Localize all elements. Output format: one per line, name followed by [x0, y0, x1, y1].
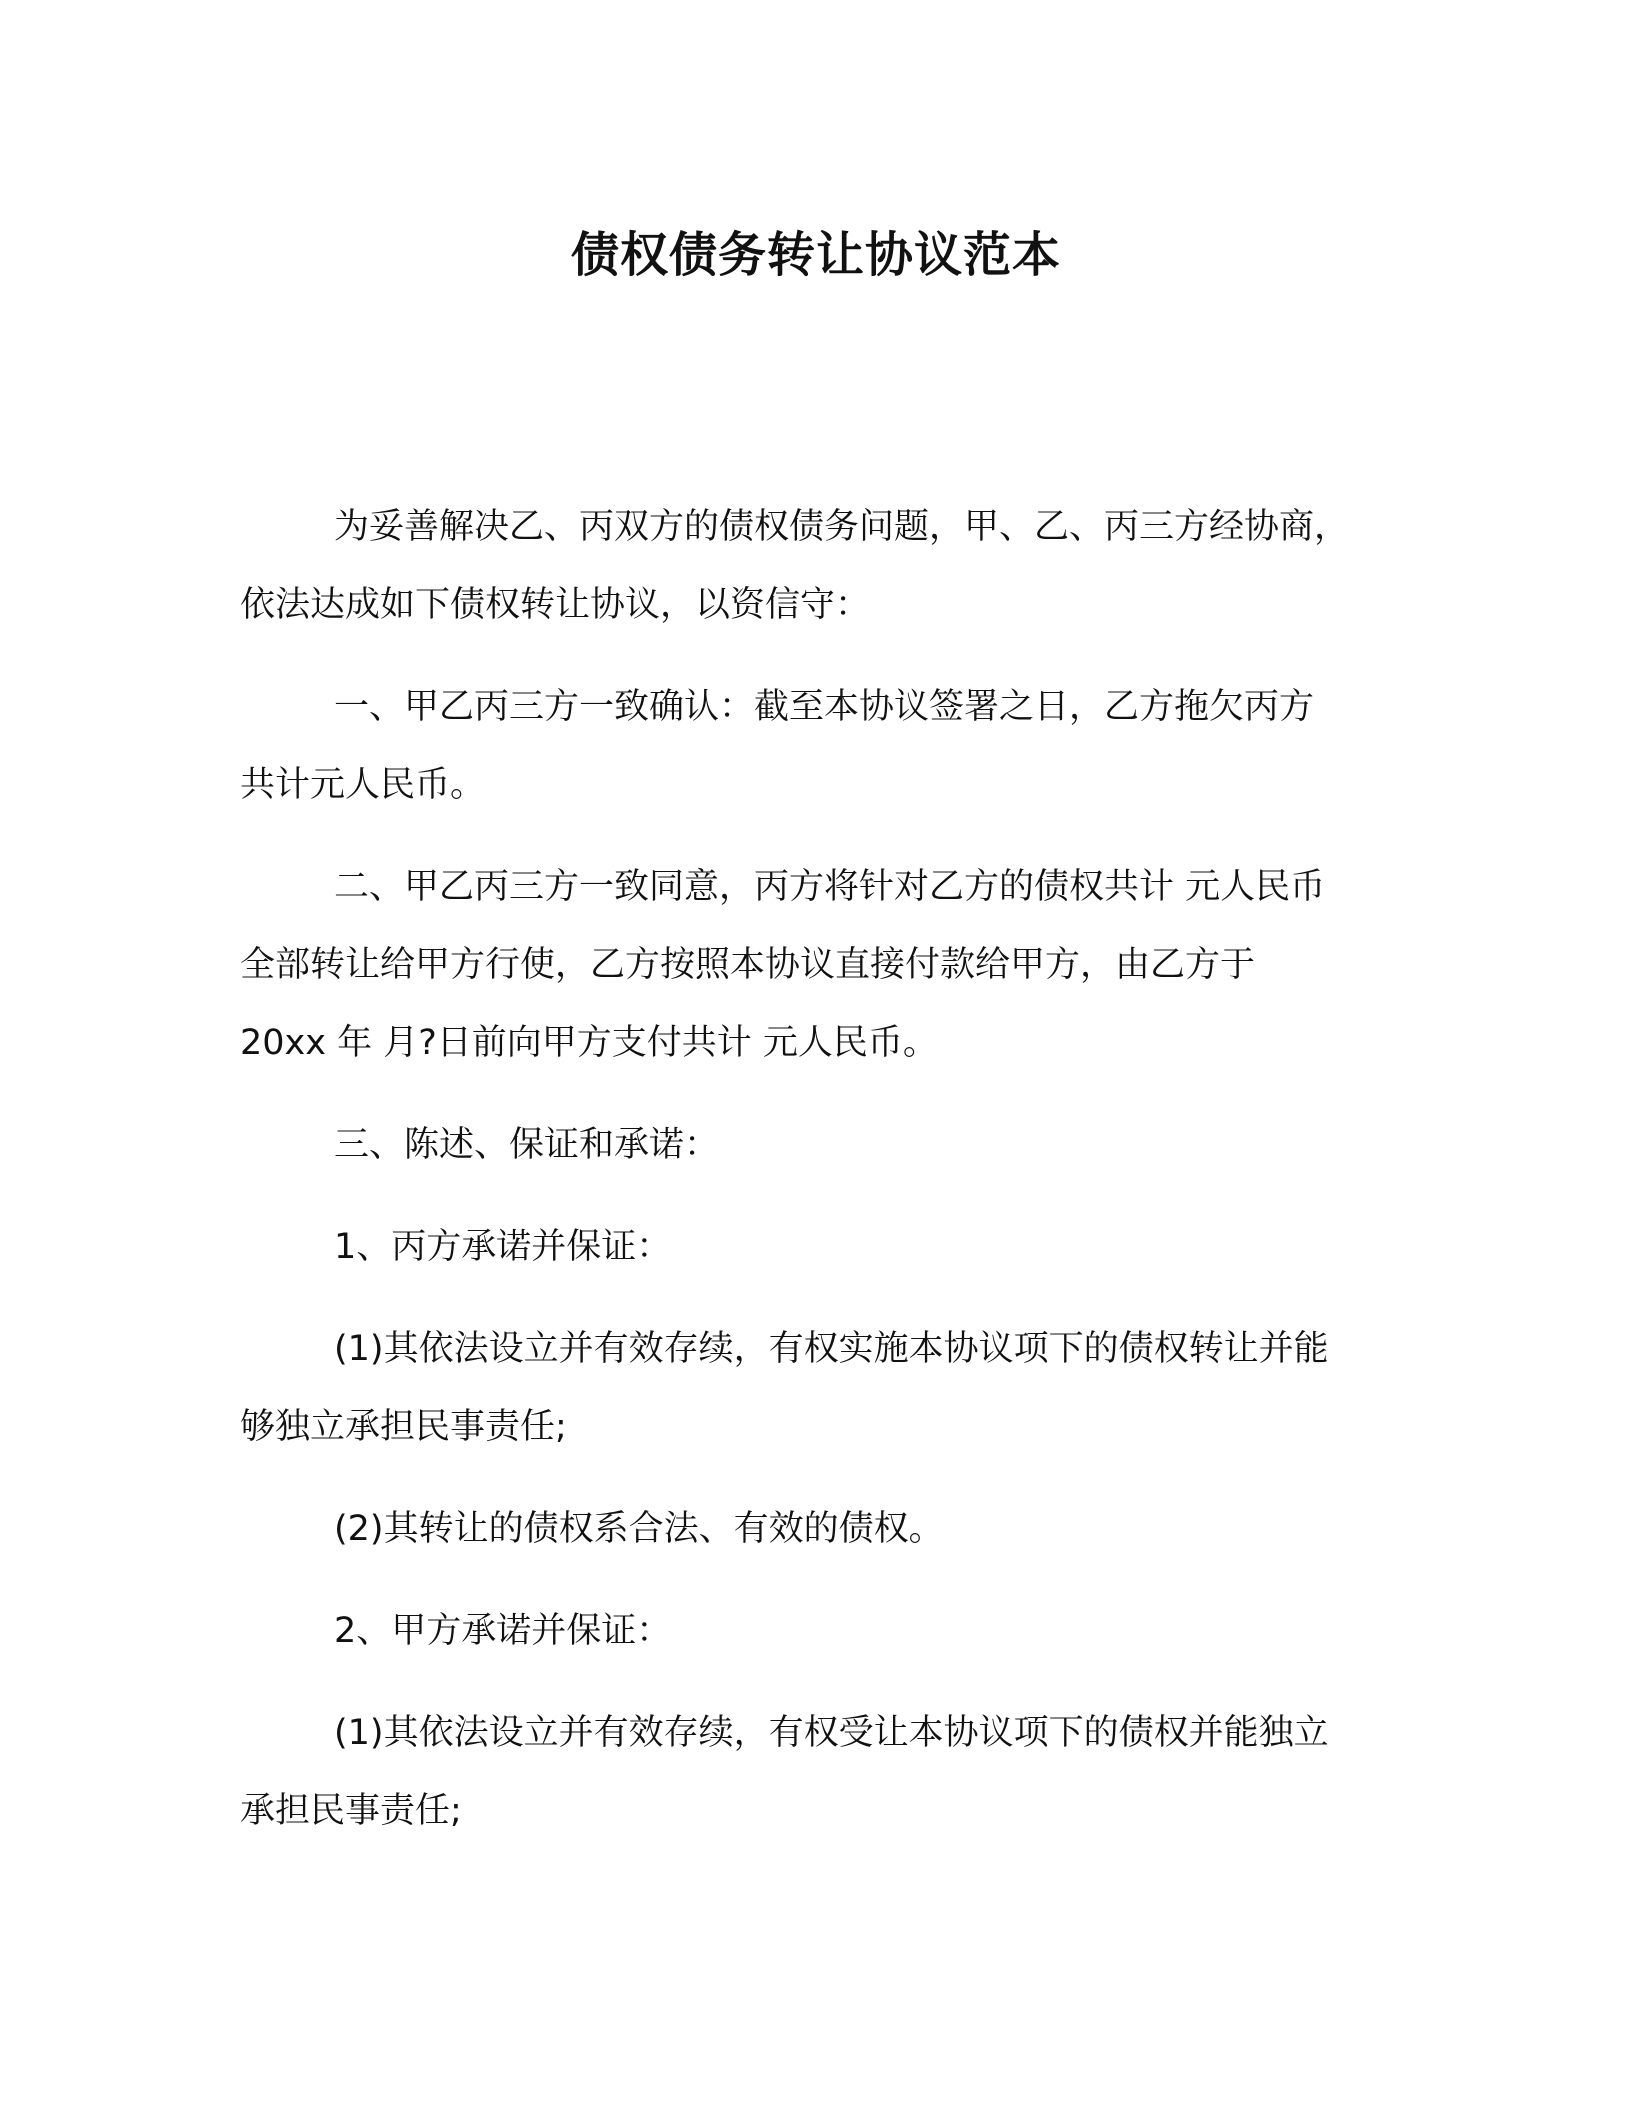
paragraph-clause-3-heading [240, 1106, 1392, 1184]
paragraph-clause-1 [240, 668, 1392, 824]
paragraph-party-c-item-2 [240, 1490, 1392, 1568]
paragraph-line: 承担民事责任; [240, 1791, 462, 1831]
paragraph-line: 一、甲乙丙三方一致确认：截至本协议签署之日，乙方拖欠丙方 [334, 687, 1315, 727]
paragraph-party-c-item-1 [240, 1310, 1392, 1466]
paragraph-line: (1)其依法设立并有效存续，有权实施本协议项下的债权转让并能 [334, 1329, 1329, 1369]
paragraph-line: 2、甲方承诺并保证： [334, 1611, 672, 1651]
document-title: 债权债务转让协议范本 [570, 227, 1061, 283]
paragraph-party-a-item-1 [240, 1694, 1392, 1850]
paragraph-line: (1)其依法设立并有效存续，有权受让本协议项下的债权并能独立 [334, 1713, 1329, 1753]
paragraph-clause-2 [240, 848, 1392, 1082]
paragraph-line: 为妥善解决乙、丙双方的债权债务问题，甲、乙、丙三方经协商， [334, 507, 1350, 547]
paragraph-line: (2)其转让的债权系合法、有效的债权。 [334, 1509, 944, 1549]
paragraph-party-c-heading [240, 1208, 1392, 1286]
paragraph-line: 三、陈述、保证和承诺： [334, 1125, 720, 1165]
document-body [240, 488, 1392, 1850]
paragraph-line: 共计元人民币。 [240, 765, 486, 805]
paragraph-line: 全部转让给甲方行使，乙方按照本协议直接付款给甲方，由乙方于 [240, 945, 1256, 985]
paragraph-line: 够独立承担民事责任; [240, 1407, 567, 1447]
paragraph-line: 依法达成如下债权转让协议，以资信守： [240, 585, 871, 625]
paragraph-intro [240, 488, 1392, 644]
paragraph-line: 20xx 年 月?日前向甲方支付共计 元人民币。 [240, 1023, 938, 1063]
paragraph-line: 二、甲乙丙三方一致同意，丙方将针对乙方的债权共计 元人民币 [334, 867, 1326, 907]
paragraph-party-a-heading [240, 1592, 1392, 1670]
paragraph-line: 1、丙方承诺并保证： [334, 1227, 672, 1267]
